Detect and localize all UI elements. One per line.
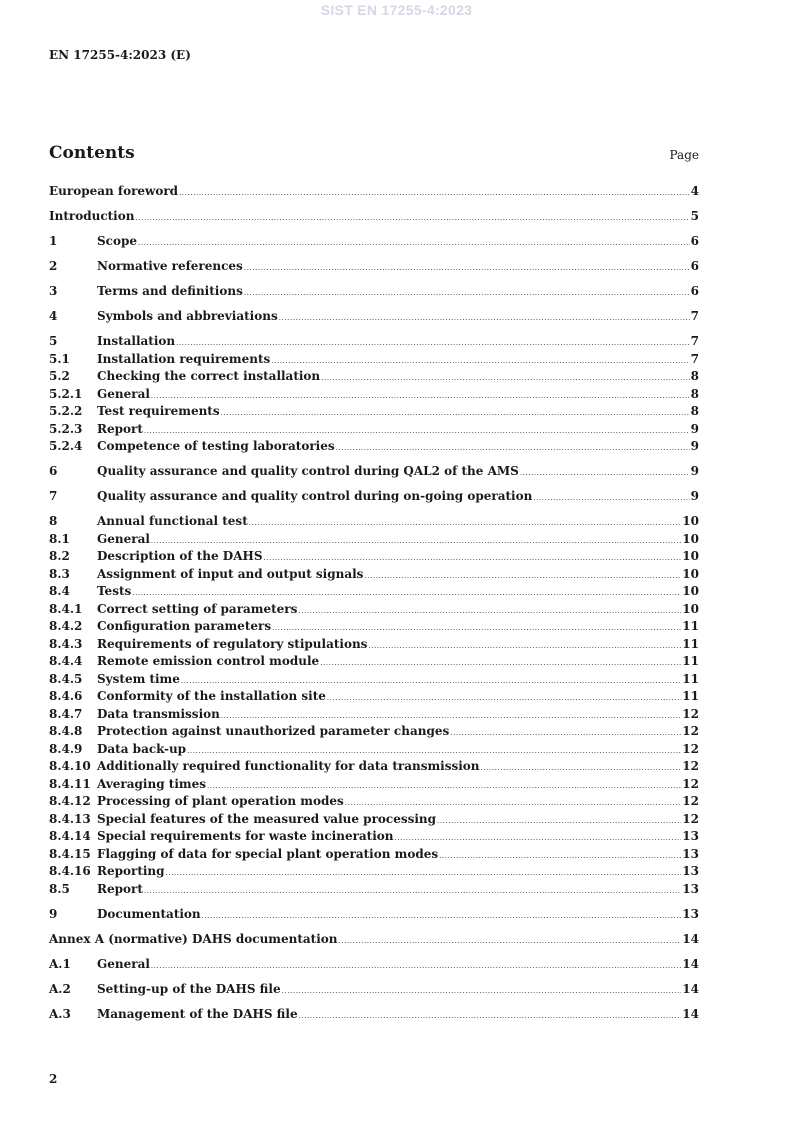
toc-entry-page: 11 <box>682 654 699 668</box>
toc-entry-page: 11 <box>682 689 699 703</box>
toc-entry-label: Report <box>97 421 143 436</box>
toc-entry-number: 5.2.1 <box>49 386 83 401</box>
toc-entry-page: 12 <box>682 811 699 826</box>
dot-leader <box>187 747 681 755</box>
page-number: 2 <box>49 1072 58 1086</box>
toc-entry[interactable] <box>49 464 699 482</box>
toc-entry[interactable] <box>49 619 699 637</box>
toc-entry[interactable] <box>49 1007 699 1025</box>
toc-entry-label: Installation requirements <box>97 351 271 366</box>
toc-entry-page: 6 <box>690 284 699 298</box>
toc-entry-page: 7 <box>690 309 699 323</box>
toc-entry-number: 5.2.2 <box>49 404 83 418</box>
dot-leader <box>282 987 682 995</box>
toc-entry-label: Terms and definitions <box>97 284 243 298</box>
dot-leader <box>321 374 689 382</box>
toc-entry-number: 8.3 <box>49 566 70 581</box>
dot-leader <box>437 817 681 825</box>
dot-leader <box>272 624 681 632</box>
page-column-heading: Page <box>669 148 699 162</box>
toc-entry-number: 8.1 <box>49 531 70 546</box>
toc-entry-label: Checking the correct installation <box>97 369 321 383</box>
toc-entry-number: 8.4.2 <box>49 619 83 633</box>
toc-entry-label: Flagging of data for special plant operation modes <box>97 846 439 861</box>
toc-entry-label: Additionally required functionality for data transmission <box>97 759 480 773</box>
toc-entry-number: 5.2.4 <box>49 439 83 453</box>
toc-entry-page: 12 <box>682 706 699 721</box>
dot-leader <box>450 729 681 737</box>
toc-entry-page: 8 <box>690 386 699 401</box>
toc-entry-page: 10 <box>682 514 699 528</box>
dot-leader <box>221 712 681 720</box>
dot-leader <box>151 392 690 400</box>
toc-entry-label: Reporting <box>97 864 165 878</box>
toc-entry-number: 8.4.14 <box>49 829 91 843</box>
dot-leader <box>327 694 681 702</box>
toc-entry-label: Requirements of regulatory stipulations <box>97 636 368 651</box>
dot-leader <box>320 659 681 667</box>
toc-entry-number: 8.4.7 <box>49 706 83 721</box>
toc-entry-page: 9 <box>690 464 699 478</box>
dot-leader <box>339 937 682 945</box>
toc-entry-label: Competence of testing laboratories <box>97 439 335 453</box>
toc-entry-label: Quality assurance and quality control during on-going operation <box>97 489 533 503</box>
toc-entry[interactable] <box>49 284 699 302</box>
toc-entry-page: 14 <box>682 931 699 946</box>
dot-leader <box>271 357 689 365</box>
dot-leader <box>179 189 690 197</box>
toc-entry-label: Annual functional test <box>97 514 248 528</box>
toc-entry-page: 7 <box>690 351 699 366</box>
toc-entry-label: Setting-up of the DAHS file <box>97 981 281 996</box>
toc-entry-page: 12 <box>682 776 699 791</box>
toc-entry[interactable] <box>49 532 699 550</box>
toc-entry-page: 10 <box>682 601 699 616</box>
toc-entry-page: 9 <box>690 439 699 453</box>
toc-entry-number: 7 <box>49 489 58 503</box>
toc-entry-number: 8.4.15 <box>49 846 91 861</box>
toc-entry-number: 2 <box>49 259 58 273</box>
toc-entry-label: European foreword <box>49 184 179 198</box>
toc-entry[interactable] <box>49 882 699 900</box>
toc-entry-label: Installation <box>97 334 176 348</box>
toc-entry[interactable] <box>49 602 699 620</box>
toc-entry-number: 8.4.5 <box>49 671 83 686</box>
toc-entry-label: Special features of the measured value processing <box>97 811 437 826</box>
toc-entry-page: 14 <box>682 1006 699 1021</box>
toc-entry-page: 14 <box>682 981 699 996</box>
dot-leader <box>244 289 690 297</box>
toc-entry[interactable] <box>49 404 699 422</box>
toc-entry-number: 8.4 <box>49 584 70 598</box>
dot-leader <box>144 887 681 895</box>
toc-entry[interactable] <box>49 864 699 882</box>
dot-leader <box>244 264 690 272</box>
toc-entry-label: Symbols and abbreviations <box>97 309 278 323</box>
toc-entry-page: 13 <box>682 829 699 843</box>
toc-entry-label: Protection against unauthorized parameter changes <box>97 724 450 738</box>
dot-leader <box>221 409 690 417</box>
toc-entry-label: General <box>97 386 150 401</box>
toc-entry-number: 8.2 <box>49 549 70 563</box>
toc-entry[interactable] <box>49 759 699 777</box>
toc-entry-page: 6 <box>690 234 699 248</box>
toc-entry-number: 8 <box>49 514 58 528</box>
toc-entry-number: 5.2.3 <box>49 421 83 436</box>
toc-entry-page: 10 <box>682 584 699 598</box>
toc-entry[interactable] <box>49 689 699 707</box>
toc-entry[interactable] <box>49 829 699 847</box>
toc-entry[interactable] <box>49 982 699 1000</box>
toc-entry-label: Averaging times <box>97 776 206 791</box>
dot-leader <box>207 782 681 790</box>
dot-leader <box>132 589 681 597</box>
toc-entry-number: 9 <box>49 906 58 921</box>
toc-entry-number: 4 <box>49 309 58 323</box>
document-id: EN 17255-4:2023 (E) <box>49 48 191 62</box>
dot-leader <box>264 554 682 562</box>
toc-entry-number: 8.4.11 <box>49 776 91 791</box>
toc-entry-number: 5.2 <box>49 369 70 383</box>
toc-entry-number: 8.4.1 <box>49 601 83 616</box>
dot-leader <box>166 869 682 877</box>
toc-entry-label: Assignment of input and output signals <box>97 566 364 581</box>
toc-entry-number: 8.4.8 <box>49 724 83 738</box>
toc-entry-page: 10 <box>682 566 699 581</box>
toc-entry[interactable] <box>49 334 699 352</box>
toc-entry-page: 11 <box>682 671 699 686</box>
toc-entry[interactable] <box>49 209 699 227</box>
toc-entry-number: 5 <box>49 334 58 348</box>
dot-leader <box>299 1012 682 1020</box>
dot-leader <box>176 339 690 347</box>
toc-entry-page: 11 <box>682 636 699 651</box>
dot-leader <box>138 239 690 247</box>
toc-entry-label: Data back-up <box>97 741 187 756</box>
toc-entry-label: Normative references <box>97 259 243 273</box>
toc-entry-label: General <box>97 531 150 546</box>
dot-leader <box>202 912 682 920</box>
toc-entry-page: 10 <box>682 549 699 563</box>
toc-entry[interactable] <box>49 707 699 725</box>
toc-entry[interactable] <box>49 549 699 567</box>
toc-entry-page: 6 <box>690 259 699 273</box>
toc-entry-label: Test requirements <box>97 404 220 418</box>
toc-entry[interactable] <box>49 489 699 507</box>
toc-entry-page: 5 <box>690 209 699 223</box>
toc-entry-label: Introduction <box>49 209 135 223</box>
toc-entry-number: 8.4.4 <box>49 654 83 668</box>
toc-entry-page: 14 <box>682 956 699 971</box>
toc-entry[interactable] <box>49 439 699 457</box>
toc-entry[interactable] <box>49 584 699 602</box>
toc-entry[interactable] <box>49 422 699 440</box>
toc-entry-label: General <box>97 956 150 971</box>
toc-entry[interactable] <box>49 637 699 655</box>
dot-leader <box>395 834 682 842</box>
toc-entry-page: 12 <box>682 741 699 756</box>
toc-entry-label: Data transmission <box>97 706 220 721</box>
dot-leader <box>135 214 689 222</box>
toc-entry-page: 13 <box>682 864 699 878</box>
toc-entry[interactable] <box>49 847 699 865</box>
toc-entry-number: 1 <box>49 234 58 248</box>
toc-entry[interactable] <box>49 514 699 532</box>
dot-leader <box>481 764 682 772</box>
toc-entry-page: 8 <box>690 369 699 383</box>
dot-leader <box>144 427 690 435</box>
toc-entry-number: 8.4.13 <box>49 811 91 826</box>
toc-entry-label: Special requirements for waste incineration <box>97 829 394 843</box>
toc-entry-label: Configuration parameters <box>97 619 272 633</box>
toc-entry-page: 13 <box>682 906 699 921</box>
toc-entry-page: 8 <box>690 404 699 418</box>
toc-entry[interactable] <box>49 259 699 277</box>
toc-entry[interactable] <box>49 369 699 387</box>
dot-leader <box>181 677 681 685</box>
toc-entry-label: System time <box>97 671 180 686</box>
toc-entry-number: 6 <box>49 464 58 478</box>
toc-entry-page: 12 <box>682 759 699 773</box>
toc-entry-number: 8.4.3 <box>49 636 83 651</box>
dot-leader <box>533 494 689 502</box>
toc-entry-page: 9 <box>690 489 699 503</box>
contents-title: Contents <box>49 143 135 163</box>
toc-entry-number: 8.4.16 <box>49 864 91 878</box>
toc-entry[interactable] <box>49 672 699 690</box>
toc-entry-label: Processing of plant operation modes <box>97 794 344 808</box>
dot-leader <box>520 469 690 477</box>
toc-entry-label: Remote emission control module <box>97 654 320 668</box>
watermark: SIST EN 17255-4:2023 <box>320 2 473 18</box>
toc-entry[interactable] <box>49 184 699 202</box>
toc-entry[interactable] <box>49 654 699 672</box>
toc-entry-number: 8.4.10 <box>49 759 91 773</box>
dot-leader <box>279 314 690 322</box>
dot-leader <box>368 642 681 650</box>
toc-entry[interactable] <box>49 777 699 795</box>
toc-entry-label: Conformity of the installation site <box>97 689 326 703</box>
dot-leader <box>336 444 690 452</box>
toc-entry-page: 7 <box>690 334 699 348</box>
dot-leader <box>249 519 682 527</box>
dot-leader <box>345 799 682 807</box>
toc-entry-label: Tests <box>97 584 132 598</box>
toc-entry-label: Scope <box>97 234 138 248</box>
toc-entry-label: Documentation <box>97 906 201 921</box>
toc-entry-page: 12 <box>682 724 699 738</box>
toc-entry-number: 5.1 <box>49 351 70 366</box>
toc-entry-number: 8.4.9 <box>49 741 83 756</box>
toc-entry-label: Management of the DAHS file <box>97 1006 298 1021</box>
table-of-contents <box>49 184 699 1024</box>
toc-entry-label: Correct setting of parameters <box>97 601 298 616</box>
toc-entry[interactable] <box>49 309 699 327</box>
toc-entry-page: 4 <box>690 184 699 198</box>
toc-entry[interactable] <box>49 234 699 252</box>
toc-entry-number: A.1 <box>49 956 71 971</box>
toc-entry-number: 8.5 <box>49 881 70 896</box>
toc-entry-page: 13 <box>682 846 699 861</box>
toc-entry-number: 8.4.6 <box>49 689 83 703</box>
toc-entry-page: 13 <box>682 881 699 896</box>
toc-entry[interactable] <box>49 907 699 925</box>
toc-entry-number: 3 <box>49 284 58 298</box>
toc-entry[interactable] <box>49 387 699 405</box>
toc-entry[interactable] <box>49 812 699 830</box>
toc-entry-page: 12 <box>682 794 699 808</box>
dot-leader <box>151 962 681 970</box>
dot-leader <box>364 572 681 580</box>
toc-entry-label: Report <box>97 881 143 896</box>
toc-entry-number: A.3 <box>49 1006 71 1021</box>
toc-entry-number: 8.4.12 <box>49 794 91 808</box>
dot-leader <box>151 537 681 545</box>
toc-entry-number: A.2 <box>49 981 71 996</box>
toc-entry-label: Annex A (normative) DAHS documentation <box>49 931 338 946</box>
toc-entry[interactable] <box>49 724 699 742</box>
toc-entry[interactable] <box>49 932 699 950</box>
toc-entry-page: 10 <box>682 531 699 546</box>
toc-entry[interactable] <box>49 352 699 370</box>
toc-entry[interactable] <box>49 567 699 585</box>
toc-entry[interactable] <box>49 794 699 812</box>
toc-entry-page: 9 <box>690 421 699 436</box>
dot-leader <box>298 607 681 615</box>
toc-entry-label: Description of the DAHS <box>97 549 263 563</box>
contents-heading <box>49 143 699 167</box>
toc-entry-label: Quality assurance and quality control during QAL2 of the AMS <box>97 464 519 478</box>
dot-leader <box>439 852 681 860</box>
toc-entry-page: 11 <box>682 619 699 633</box>
toc-entry[interactable] <box>49 742 699 760</box>
toc-entry[interactable] <box>49 957 699 975</box>
